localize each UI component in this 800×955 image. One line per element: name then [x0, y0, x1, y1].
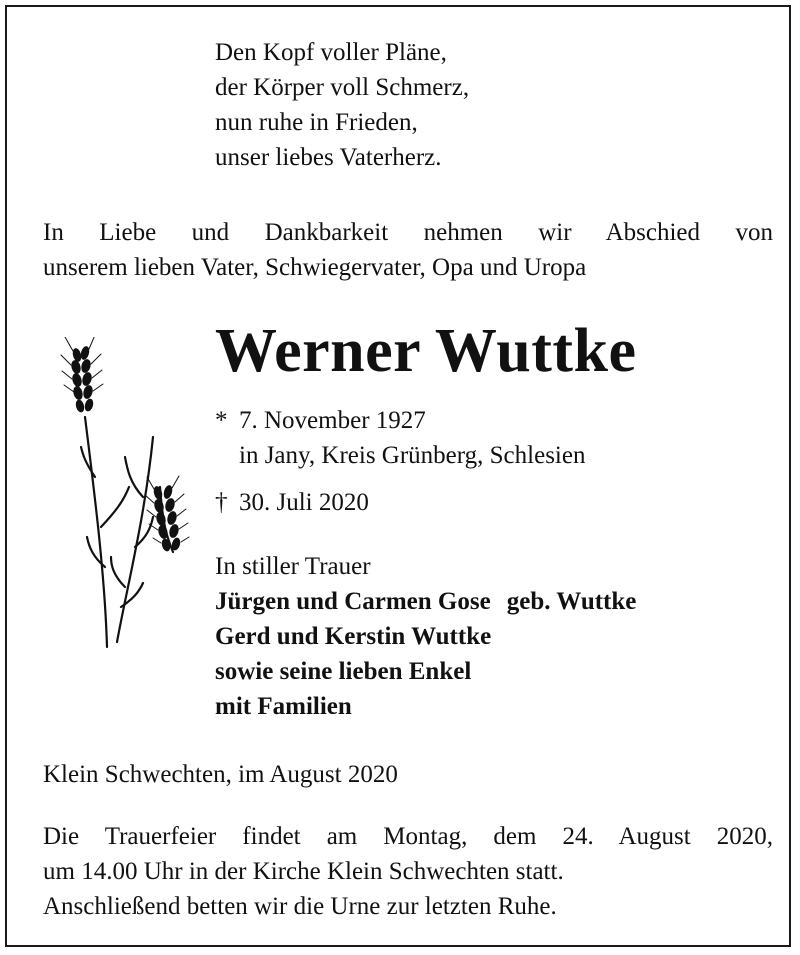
death-row	[215, 485, 585, 520]
intro-line: In Liebe und Dankbarkeit nehmen wir Abschied von	[43, 219, 773, 246]
poem-line: Den Kopf voller Pläne,	[215, 39, 447, 66]
mourner-line: mit Familien	[215, 693, 352, 720]
mourners-heading: In stiller Trauer	[215, 553, 371, 580]
intro-line: unserem lieben Vater, Schwiegervater, Opa und Uropa	[43, 254, 587, 281]
mourner-line: sowie seine lieben Enkel	[215, 658, 472, 685]
mourner-line	[215, 584, 636, 619]
farewell-intro	[43, 215, 773, 285]
birth-row	[215, 403, 585, 438]
poem-line: der Körper voll Schmerz,	[215, 74, 470, 101]
birth-symbol: *	[215, 407, 228, 434]
life-dates	[215, 403, 585, 520]
ceremony-notice	[43, 819, 773, 924]
ceremony-line: Die Trauerfeier findet am Montag, dem 24. August 2020,	[43, 823, 773, 850]
death-symbol: †	[215, 489, 228, 516]
ceremony-line: um 14.00 Uhr in der Kirche Klein Schwechten statt.	[43, 858, 564, 885]
poem-line: unser liebes Vaterherz.	[215, 144, 442, 171]
poem-line: nun ruhe in Frieden,	[215, 109, 418, 136]
memorial-poem	[215, 35, 469, 175]
ceremony-line: Anschließend betten wir die Urne zur letzten Ruhe.	[43, 893, 557, 920]
mourner-line: Gerd und Kerstin Wuttke	[215, 623, 492, 650]
death-date: 30. Juli 2020	[239, 489, 369, 516]
mourners-block	[215, 549, 636, 724]
place-date: Klein Schwechten, im August 2020	[43, 761, 398, 788]
wheat-ears-icon	[55, 337, 205, 657]
deceased-name: Werner Wuttke	[215, 317, 637, 385]
birth-date: 7. November 1927	[239, 407, 426, 434]
birth-place: in Jany, Kreis Grünberg, Schlesien	[239, 442, 586, 469]
mourner-maiden-name: geb. Wuttke	[506, 588, 637, 615]
mourner-names: Jürgen und Carmen Gose	[215, 588, 491, 615]
obituary-card	[5, 5, 791, 947]
